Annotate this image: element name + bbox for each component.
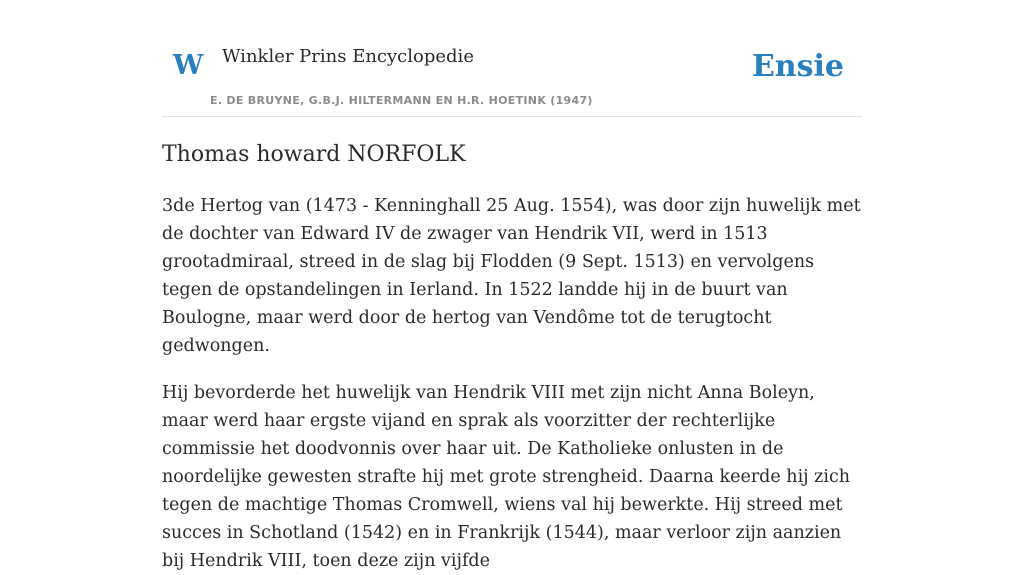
article-paragraph-1: 3de Hertog van (1473 - Kenninghall 25 Aug. 1554), was door zijn huwelijk met de dochter van Edward IV de zwager van Hendrik VII, werd in 1513 grootadmiraal, streed in de slag bij Flodden (9 Sept. 1513) en vervolgens tegen de opstandelingen in Ierland. In 1522 landde hij in de buurt van Boulogne, maar werd door de hertog van Vendôme tot de terugtocht gedwongen.	[162, 196, 861, 356]
ensie-logo[interactable]: Ensie	[751, 49, 844, 84]
article-title: Thomas howard NORFOLK	[162, 142, 466, 167]
site-header	[162, 0, 862, 117]
article	[162, 140, 862, 575]
site-title[interactable]: Winkler Prins Encyclopedie	[222, 46, 474, 67]
article-paragraph-2: Hij bevorderde het huwelijk van Hendrik VIII met zijn nicht Anna Boleyn, maar werd haar ergste vijand en sprak als voorzitter der rechterlijke commissie het doodvonnis over haar uit. De Katholieke onlusten in de noordelijke gewesten strafte hij met grote strengheid. Daarna keerde hij zich tegen de machtige Thomas Cromwell, wiens val hij bewerkte. Hij streed met succes in Schotland (1542) en in Frankrijk (1544), maar verloor zijn aanzien bij Hendrik VIII, toen deze zijn vijfde	[162, 383, 851, 571]
authors-line: E. DE BRUYNE, G.B.J. HILTERMANN EN H.R. HOETINK (1947)	[210, 94, 593, 107]
logo-w-icon[interactable]: W	[173, 50, 204, 81]
